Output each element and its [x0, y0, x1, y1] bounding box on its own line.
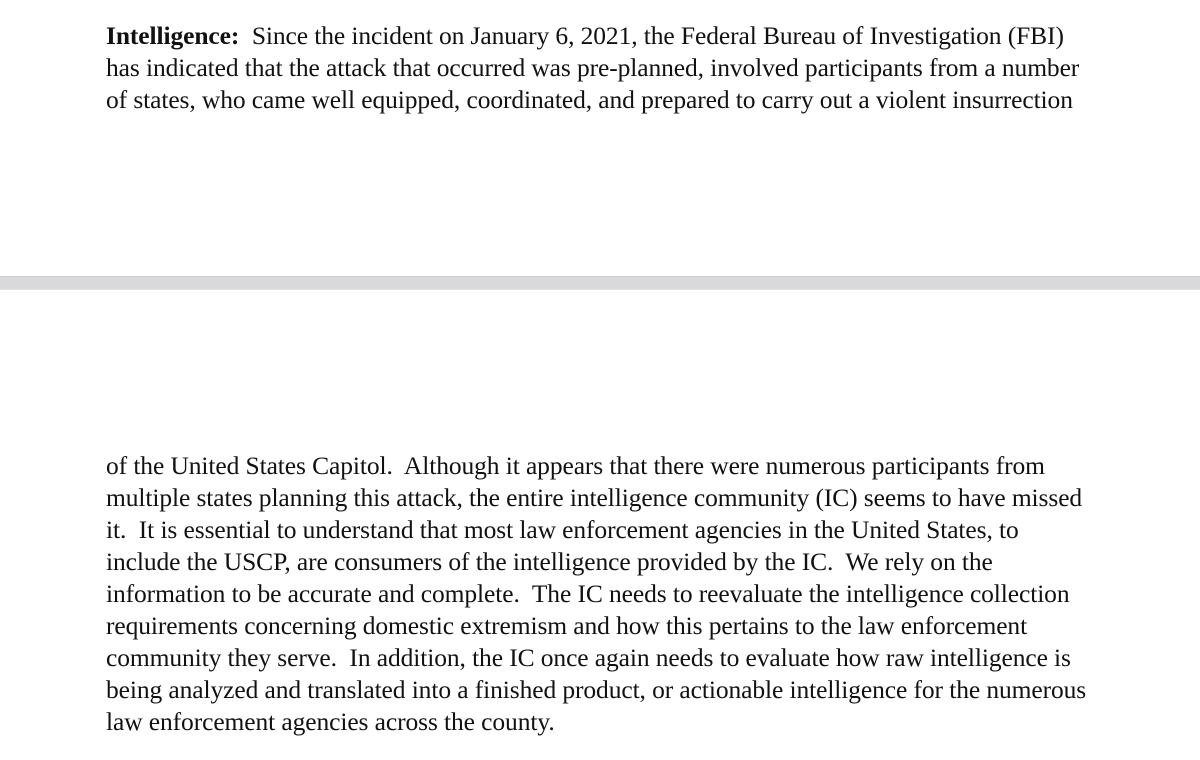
intelligence-paragraph-start	[106, 20, 1116, 116]
text-line: include the USCP, are consumers of the intelligence provided by the IC. We rely on the	[106, 547, 993, 576]
line-text: Since the incident on January 6, 2021, the Federal Bureau of Investigation (FBI)	[251, 21, 1064, 50]
text-line: of states, who came well equipped, coordinated, and prepared to carry out a violent insurrection	[106, 85, 1073, 114]
text-line: has indicated that the attack that occurred was pre-planned, involved participants from a number	[106, 53, 1080, 82]
intelligence-paragraph-continued	[106, 450, 1116, 738]
text-line: being analyzed and translated into a finished product, or actionable intelligence for the numerous	[106, 675, 1087, 704]
text-line	[106, 20, 1116, 52]
text-line: of the United States Capitol. Although it appears that there were numerous participants from	[106, 451, 1045, 480]
text-line: information to be accurate and complete. The IC needs to reevaluate the intelligence collection	[106, 579, 1070, 608]
document-page-1	[0, 0, 1200, 276]
text-line: multiple states planning this attack, the entire intelligence community (IC) seems to have missed	[106, 483, 1083, 512]
text-line: community they serve. In addition, the IC once again needs to evaluate how raw intelligence is	[106, 643, 1071, 672]
text-line: it. It is essential to understand that most law enforcement agencies in the United States, to	[106, 515, 1019, 544]
text-line: requirements concerning domestic extremism and how this pertains to the law enforcement	[106, 611, 1028, 640]
section-heading: Intelligence:	[106, 21, 240, 50]
page-break-divider	[0, 276, 1200, 290]
document-page-2	[0, 290, 1200, 760]
text-line: law enforcement agencies across the county.	[106, 707, 555, 736]
